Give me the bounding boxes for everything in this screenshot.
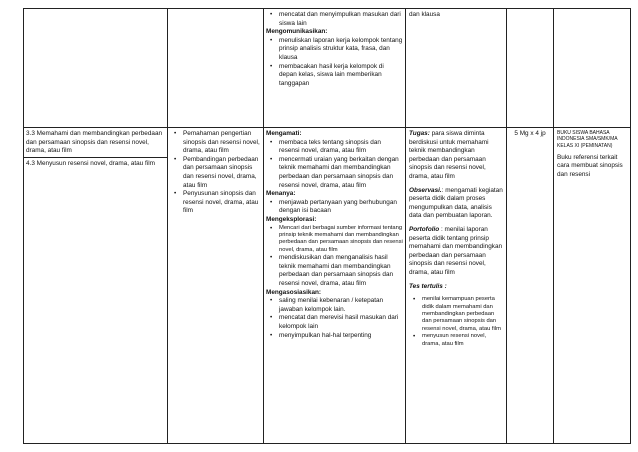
row-divider <box>23 157 167 158</box>
list-item: • mendiskusikan dan menganalisis hasil teknik memahami dan membandingkan perbedaan dan persamaan sinopsis dan resensi novel, drama, atau film <box>266 254 403 288</box>
list-item: • menilai kemampuan peserta didik dalam memahami dan membandingkan perbedaan dan persamaan sinopsis dan resensi novel, drama, atau film <box>409 296 504 333</box>
kd-4-3-cell: 4.3 Menyusun resensi novel, drama, atau film <box>26 160 155 167</box>
list-item: • Pemahaman pengertian sinopsis dan resensi novel, drama, atau film <box>170 130 261 156</box>
list-item: • menjawab pertanyaan yang berhubungan dengan isi bacaan <box>266 199 403 216</box>
sumber-buku-siswa: BUKU SISWA BAHASA INDONESIA SMA/SMK/MA KELAS XI (PEMINATAN) <box>557 130 618 149</box>
list-item: • menyimpulkan hal-hal terpenting <box>266 332 403 341</box>
row-divider <box>23 127 630 128</box>
section-heading: Mengasosiasikan: <box>266 288 322 296</box>
materi-cell <box>170 130 261 216</box>
tes-tertulis-heading: Tes tertulis : <box>409 282 447 290</box>
list-item: • Penyusunan sinopsis dan resensi novel, drama, atau film <box>170 190 261 216</box>
column-divider <box>553 8 554 444</box>
sumber-referensi: Buku referensi terkait cara membuat sinopsis dan resensi <box>557 153 623 179</box>
list-item: • menyusun resensi novel, drama, atau film <box>409 333 504 348</box>
column-divider <box>506 8 507 444</box>
list-item: • mencermati uraian yang berkaitan dengan teknik memahami dan membandingkan perbedaan dan persamaan sinopsis dan resensi novel, drama, atau film <box>266 156 403 190</box>
list-item: • Mencari dari berbagai sumber informasi tentang prinsip teknik memahami dan membandingkan perbedaan dan persamaan sinopsis dan resensi novel, drama, atau film <box>266 225 403 255</box>
list-item: • mencatat dan merevisi hasil masukan dari kelompok lain <box>266 314 403 331</box>
waktu-cell: 5 Mg x 4 jp <box>514 130 546 137</box>
portofolio-text: Portofolio : menilai laporan peserta didik tentang prinsip memahami dan membandingkan perbedaan dan persamaan sinopsis dan resensi novel, drama, atau film <box>409 225 503 276</box>
column-divider <box>263 8 264 444</box>
column-divider <box>405 8 406 444</box>
penilaian-cell <box>409 130 504 443</box>
section-heading: Mengomunikasikan: <box>266 28 328 36</box>
column-divider <box>167 8 168 444</box>
column-divider <box>23 8 24 444</box>
list-item: • saling menilai kebenaran / ketepatan jawaban kelompok lain. <box>266 297 403 314</box>
kd-3-3-cell: 3.3 Memahami dan membandingkan perbedaan dan persamaan sinopsis dan resensi novel, drama, atau film <box>26 130 163 155</box>
column-divider <box>630 8 631 444</box>
kegiatan-cell <box>266 130 403 443</box>
list-item: • menuliskan laporan kerja kelompok tentang prinsip analisis struktur kata, frasa, dan klausa <box>266 37 403 63</box>
row-divider <box>23 8 630 9</box>
list-item: • membaca teks tentang sinopsis dan resensi novel, drama, atau film <box>266 139 403 156</box>
tugas-text: Tugas: para siswa diminta berdiskusi untuk memahami teknik membandingkan perbedaan dan persamaan sinopsis dan resensi novel, drama, atau film <box>409 130 489 180</box>
top-penilaian-cell: dan klausa <box>409 11 440 18</box>
section-heading: Mengeksplorasi: <box>266 215 317 223</box>
sumber-cell <box>557 130 628 180</box>
section-heading: Menanya: <box>266 190 296 198</box>
top-kegiatan-cell <box>266 11 403 126</box>
list-item: • mencatat dan menyimpulkan masukan dari siswa lain <box>266 11 403 28</box>
section-heading: Mengamati: <box>266 130 302 137</box>
row-divider <box>23 443 630 444</box>
list-item: • membacakan hasil kerja kelompok di depan kelas, siswa lain memberikan tanggapan <box>266 63 403 89</box>
observasi-text: Observasi.: mengamati kegiatan peserta didik dalam proses mengumpulkan data, analisis data dan pembuatan laporan. <box>409 186 503 220</box>
list-item: • Pembandingan perbedaan dan persamaan sinopsis dan resensi novel, drama, atau film <box>170 156 261 190</box>
